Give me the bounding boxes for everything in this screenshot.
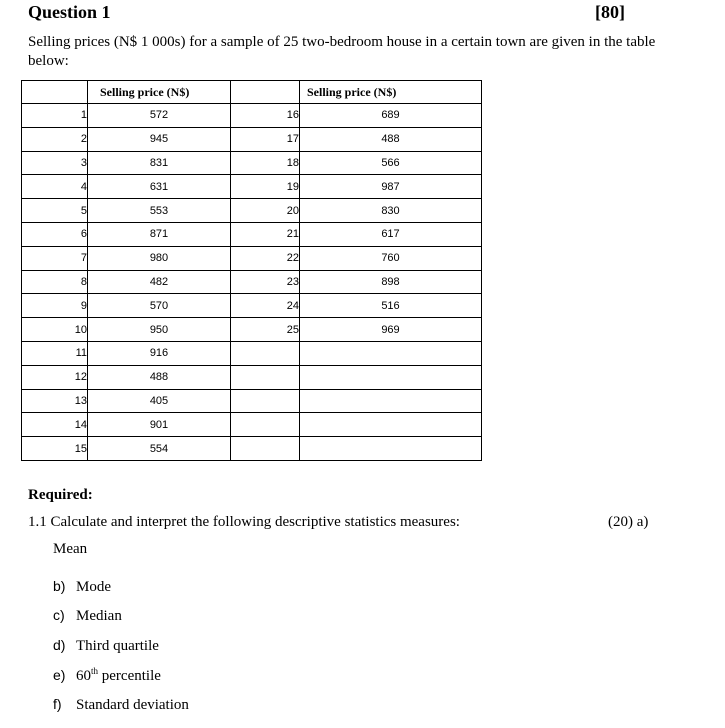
table-row <box>22 175 482 199</box>
row-index: 14 <box>22 413 88 437</box>
row-price: 871 <box>88 222 231 246</box>
table-row <box>22 413 482 437</box>
row-index <box>231 365 300 389</box>
item-b <box>53 578 111 596</box>
row-index: 1 <box>22 104 88 128</box>
price-table <box>21 80 482 461</box>
row-price: 570 <box>88 294 231 318</box>
row-price: 488 <box>300 127 482 151</box>
table-body <box>22 104 482 461</box>
table-row <box>22 151 482 175</box>
item-a-mean: Mean <box>53 541 88 557</box>
row-index <box>231 437 300 461</box>
row-price: 572 <box>88 104 231 128</box>
row-index: 6 <box>22 222 88 246</box>
table-row <box>22 270 482 294</box>
row-index: 20 <box>231 199 300 223</box>
row-price: 898 <box>300 270 482 294</box>
header-index-1 <box>22 81 88 104</box>
question-1-1-marks: (20) a) <box>608 514 649 530</box>
row-index: 22 <box>231 246 300 270</box>
item-text: 60 <box>76 668 91 684</box>
table-row <box>22 294 482 318</box>
row-price: 631 <box>88 175 231 199</box>
row-index <box>231 389 300 413</box>
item-text: Third quartile <box>76 638 159 654</box>
row-index: 11 <box>22 341 88 365</box>
table-row <box>22 246 482 270</box>
row-index: 18 <box>231 151 300 175</box>
row-index <box>231 413 300 437</box>
item-letter: d) <box>53 637 66 653</box>
row-index: 10 <box>22 318 88 342</box>
question-title: Question 1 <box>28 2 111 22</box>
row-index: 2 <box>22 127 88 151</box>
row-price: 554 <box>88 437 231 461</box>
item-suffix: percentile <box>98 668 161 684</box>
row-index: 12 <box>22 365 88 389</box>
row-price: 482 <box>88 270 231 294</box>
row-index: 15 <box>22 437 88 461</box>
intro-text: Selling prices (N$ 1 000s) for a sample of 25 two-bedroom house in a certain town are given in the table below: <box>28 34 656 69</box>
item-letter: e) <box>53 667 66 683</box>
row-price: 553 <box>88 199 231 223</box>
row-price: 405 <box>88 389 231 413</box>
item-text: Median <box>76 608 122 624</box>
row-index: 19 <box>231 175 300 199</box>
item-text: Mode <box>76 579 111 595</box>
row-price: 830 <box>300 199 482 223</box>
item-d <box>53 637 159 655</box>
row-index: 3 <box>22 151 88 175</box>
item-letter: b) <box>53 578 66 594</box>
table-row <box>22 341 482 365</box>
row-price: 969 <box>300 318 482 342</box>
header-price-1: Selling price (N$) <box>88 81 231 104</box>
row-index: 24 <box>231 294 300 318</box>
row-price: 916 <box>88 341 231 365</box>
table-header-row <box>22 81 482 104</box>
table-row <box>22 104 482 128</box>
row-price: 488 <box>88 365 231 389</box>
question-marks: [80] <box>595 2 625 22</box>
row-price: 945 <box>88 127 231 151</box>
row-index: 5 <box>22 199 88 223</box>
header-price-2: Selling price (N$) <box>300 81 482 104</box>
row-price: 566 <box>300 151 482 175</box>
row-index <box>231 341 300 365</box>
row-index: 21 <box>231 222 300 246</box>
item-superscript: th <box>91 666 99 676</box>
row-index: 17 <box>231 127 300 151</box>
table-row <box>22 365 482 389</box>
item-c <box>53 607 122 625</box>
table-row <box>22 127 482 151</box>
row-price: 987 <box>300 175 482 199</box>
table-row <box>22 318 482 342</box>
table-row <box>22 389 482 413</box>
row-price <box>300 437 482 461</box>
row-price <box>300 341 482 365</box>
header-index-2 <box>231 81 300 104</box>
item-text: Standard deviation <box>76 697 189 713</box>
row-price <box>300 365 482 389</box>
row-index: 4 <box>22 175 88 199</box>
row-index: 9 <box>22 294 88 318</box>
row-price: 901 <box>88 413 231 437</box>
row-index: 13 <box>22 389 88 413</box>
row-price: 516 <box>300 294 482 318</box>
item-e <box>53 666 161 685</box>
row-index: 23 <box>231 270 300 294</box>
table-row <box>22 437 482 461</box>
row-price: 831 <box>88 151 231 175</box>
row-price: 617 <box>300 222 482 246</box>
row-price: 980 <box>88 246 231 270</box>
question-1-1: 1.1 Calculate and interpret the following descriptive statistics measures: <box>28 514 460 530</box>
row-index: 25 <box>231 318 300 342</box>
row-price: 689 <box>300 104 482 128</box>
table-row <box>22 222 482 246</box>
required-heading: Required: <box>28 487 93 503</box>
table-row <box>22 199 482 223</box>
row-price: 950 <box>88 318 231 342</box>
row-index: 7 <box>22 246 88 270</box>
item-f <box>53 696 189 714</box>
row-price <box>300 413 482 437</box>
row-price: 760 <box>300 246 482 270</box>
item-letter: c) <box>53 607 65 623</box>
item-letter: f) <box>53 696 62 712</box>
row-index: 8 <box>22 270 88 294</box>
row-price <box>300 389 482 413</box>
row-index: 16 <box>231 104 300 128</box>
